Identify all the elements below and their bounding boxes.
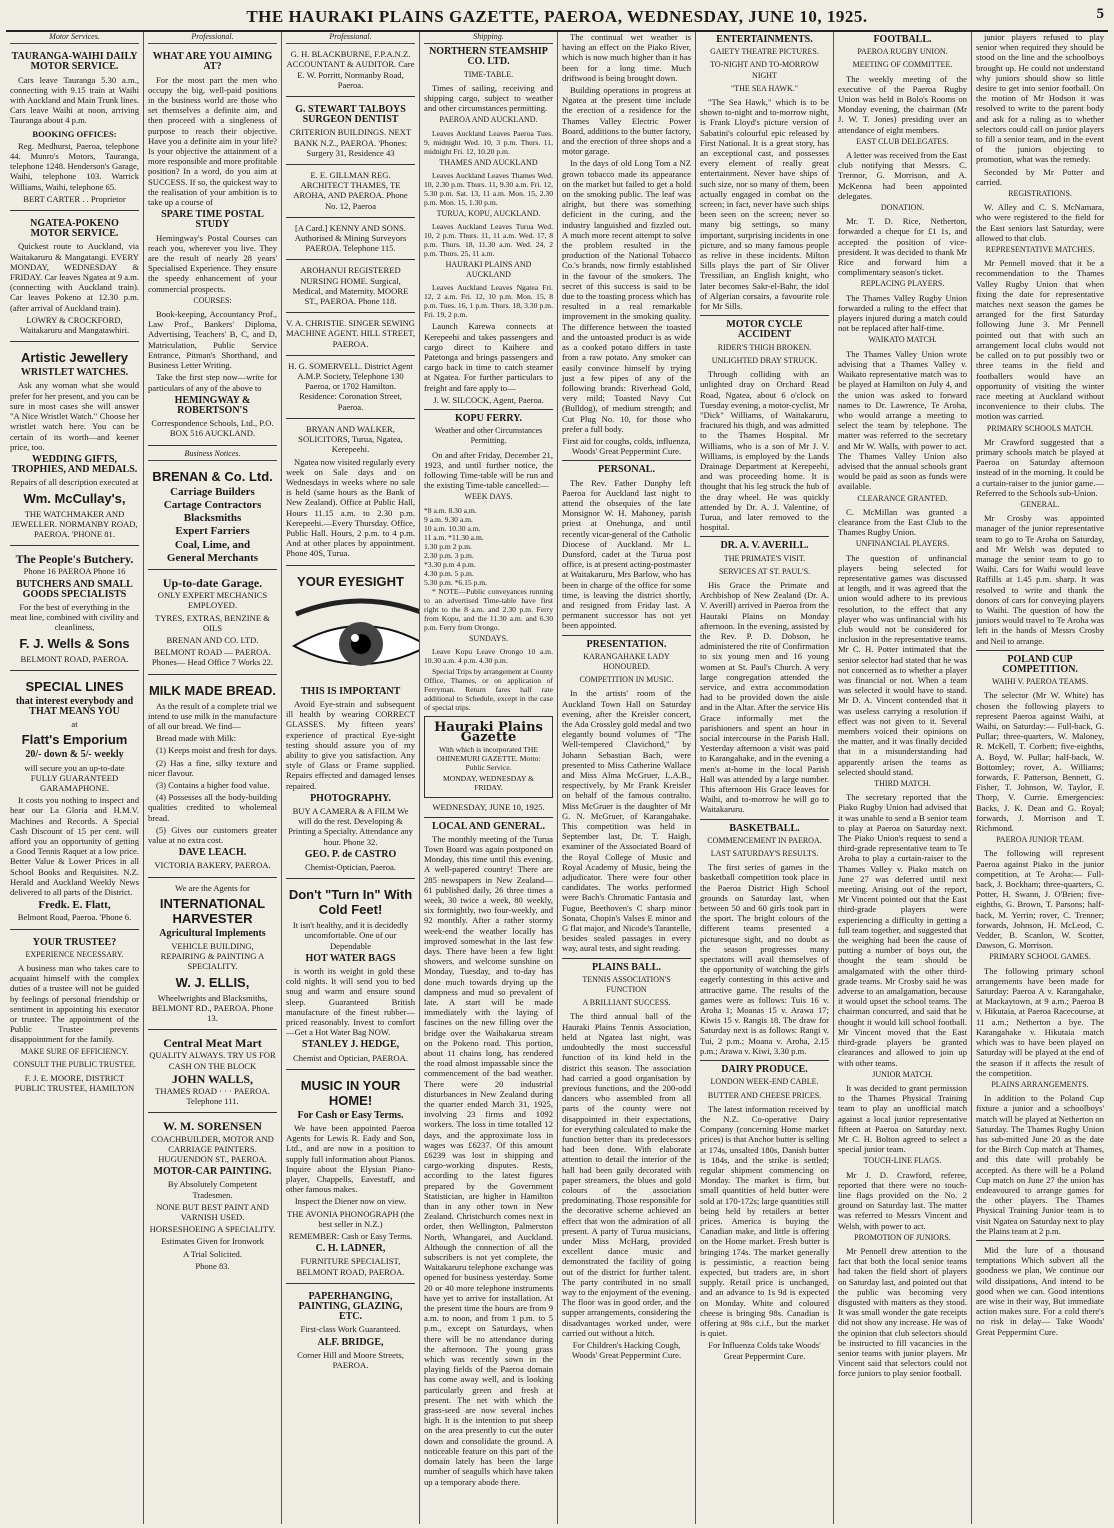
ad-proprietor: LOWRY & CROCKFORD, Waitakaruru and Mangatawhiri. (19, 314, 130, 336)
article-text: "The Sea Hawk," which is to be shown to-night and to-morrow night, is Frank Lloyd's picture version of Sabatini's colourful epic released by First National. It is a great story, has an exceptional cast, and possesses every element of really great entertainment. Never have ships of such size, nor so many of them, been actually engaged in combat on the screen; in fact, never have such ships been seen on the screen; never so many big settings, so many important, surprising incidents in one picture, and so many famous people as relive in these incidents. Milton Sills plays the part of Sir Oliver Tressilian, an English knight, who later becomes Sakr-el-Bahr, the idol of Algerian corsairs, a favourite role for Mr Sills. (700, 97, 829, 312)
ad-tauranga-waihi (10, 47, 139, 211)
article-heading: LOCAL AND GENERAL. (431, 820, 546, 832)
article-subheading: UNLIGHTED DRAY STRUCK. (711, 355, 818, 365)
timetable-text: Leaves Auckland Leaves Paeroa Tues. 9, midnight Wed. 10, 3 p.m. Thurs. 11, midnight Fri. 12, 10.20 p.m. (424, 128, 553, 156)
article-subheading: PROMOTION OF JUNIORS. (854, 1232, 951, 1242)
ad-title: W. M. SORENSEN (163, 1119, 262, 1134)
column-1 (6, 32, 144, 1524)
article-subheading: TO-NIGHT AND TO-MORROW NIGHT (710, 60, 819, 80)
ad-garage (148, 573, 277, 675)
divider (976, 1240, 1104, 1241)
ad-text: We have been appointed Paeroa Agents for Lewis R. Eady and Son, Ltd., and are now in a position to supply full information about Pianos. Inquire about the Elysian Piano-player, Chappells, Eavestaff, and other famous makes. (286, 1123, 415, 1195)
paper-title: Hauraki Plains Gazette (434, 719, 543, 746)
article-text: In addition to the Poland Cup fixture a junior and a schoolboys' match will be played at Netherton on Saturday. The Thames Rugby Union has sub-mitted June 20 as the date for the Birch Cup match at Thames, and this date will probably be accepted. As there will be a Poland Cup match on June 27 the union has endeavoured to arrange games for the other players. The Thames Physical Training Junior team is to visit Ngatea on Saturday next to play the Plains team at 2 p.m. (976, 1093, 1104, 1236)
article-text: Through colliding with an unlighted dray on Orchard Read Road, Ngatea, about 6 o'clock on Tuesday evening, a motor-cyclist, Mr "Dick" Williams, of Waitakaruru, fractured his thigh, and was admitted to the Thames Hospital. Mr Williams, who is a son of Mr J. V. Williams, is employed by the Lands Drainage Department at Kerepeehi, and was proceeding home. It is thought that his leg struck the hub of the dray wheel. He was quickly attended by Dr. A. J. Valentine, of Turua, and later removed to the hospital. (700, 369, 829, 533)
article-subheading: TOUCH-LINE FLAGS. (863, 1156, 942, 1166)
ad-title: Up-to-date Garage. (162, 575, 263, 590)
ad-subtitle: Agricultural Implements (159, 927, 266, 939)
section-label: Professional. (286, 32, 415, 44)
ad-signature: Fredk. E. Flatt, (38, 899, 111, 912)
eye-icon (286, 596, 420, 678)
article-text: The following primary school arrangements have been made for Saturday: Paeroa A v. Karangahake, at Mackaytown, at 9 a.m.; Paeroa B v. Hikutaia, at Paeroa Racecourse, at 11 a.m.; Netherton a bye. The Karangahake v. Hikutaia match which was to have been played on Saturday will be played at the end of the season if it affects the result of the competition. (976, 965, 1104, 1078)
article-subheading: HAURAKI PLAINS AND AUCKLAND (445, 260, 532, 280)
ad-name: STANLEY J. HEDGE, (301, 1039, 400, 1051)
divider (976, 650, 1104, 651)
timetable-text: Leave Kopu Leave Orongo 10 a.m. 10.30 a.m. 4 p.m. 4.30 p.m. (424, 646, 553, 665)
service-item: Coal, Lime, and (174, 538, 251, 551)
article-text: His Grace the Primate and Archbishop of New Zealand (Dr. A. V. Averill) arrived in Paeroa from the Hauraki Plains on Monday afternoon. In the evening, assisted by the Rev. P. D. Dobson, he administered the rite of Confirmation to six young men and 16 young women at St. Paul's Church. A very large congregation attended the service, and extra accommodation had to be provided down the aisle and in the Altar. After the service His Grace informally met the parishioners and spent an hour in social intercourse in the Parish Hall. Yesterday afternoon a visit was paid to Karangahake, and in the evening a men's at-home in the local Parish Hall was attended by a large number. This afternoon His Grace leaves for Waihi, and to-morrow he will go to Waitakaruru. (700, 579, 829, 815)
ad-address: Correspondence Schools, Ltd., P.O. BOX 516 AUCKLAND. (151, 418, 274, 439)
column-6 (696, 32, 834, 1524)
agent-signature: J. W. SILCOCK, Agent, Paeroa. (433, 394, 544, 405)
article-subheading: CLEARANCE GRANTED. (857, 493, 948, 503)
ad-name: HEMINGWAY & ROBERTSON'S (174, 394, 251, 416)
article-text: Mr Pennell moved that it be a recommendation to the Thames Valley Rugby Union that when fixing the date for representative matches next season the games be arranged for the first Saturday following June 3. Mr Pennell pointed out that with such an arrangement local clubs would not be called on to put possibly two or three teams in the field and footballers would have an opportunity of visiting the winter race meeting at Auckland without inconvenience to their clubs. The motion was carried. (976, 258, 1104, 422)
article-text: In the days of old Long Tom a NZ grown tobacco made its appearance on the market but failed to get a hold on the smoking public. The leaf was alright, but there was something deficient in the curing, and the industry languished and fizzled out. A much more recent attempt to solve the problem resulted in the production of the National Tobacco Co.'s brands, now firmly established in the favour of the smokers. The secret of this success is said to be due to the toasting process which has resulted in a real remarkable improvement in the smoking quality. The difference between the toasted and the untoasted product is as wide as a cooked potato differs in taste from a raw potato. Any smoker can easily convince himself by trying just a few pipes of any of the following brands: Riverhead Gold, very mild; Toasted Navy Cut (Bulldog), of medium strength; and Cut Plug No. 10, for those who prefer a full body. (562, 158, 691, 434)
column-7 (834, 32, 972, 1524)
divider (700, 819, 829, 820)
article-heading: KOPU FERRY. (454, 413, 523, 425)
ad-name: GEO. P. de CASTRO (304, 848, 397, 860)
ad-card (286, 47, 415, 97)
ad-text: ONLY EXPERT MECHANICS EMPLOYED. (157, 590, 268, 611)
article-subheading: GAIETY THEATRE PICTURES. (710, 47, 819, 57)
timetable-row: 2.30 p.m. 3 p.m. (424, 550, 474, 560)
ad-text: AROHANUI REGISTERED NURSING HOME. Surgical, Medical, and Maternity. MOORE ST., PAEROA. Phone 118. (292, 265, 409, 307)
list-item: (1) Keeps moist and fresh for days. (156, 745, 277, 756)
article-subheading: SERVICES AT ST. PAUL'S. (718, 566, 811, 576)
divider (700, 315, 829, 316)
ad-address: Corner Hill and Moore Streets, PAEROA. (297, 1349, 404, 1371)
article-text: C. McMillan was granted a clearance from the East Club to the Thames Rugby Union. (838, 506, 967, 538)
article-subheading: RIDER'S THIGH BROKEN. (717, 342, 812, 352)
article-subheading: A BRILLIANT SUCCESS. (582, 998, 671, 1008)
divider (424, 409, 553, 410)
ad-meat-mart (148, 1033, 277, 1113)
ad-public-trustee (10, 933, 139, 1100)
ad-card (286, 422, 415, 566)
ad-name: Flatt's Emporium (21, 732, 128, 748)
ad-card (286, 316, 415, 356)
ad-title: BRENAN & Co. Ltd. (152, 468, 273, 484)
ad-text: at (71, 719, 78, 730)
timetable (424, 506, 553, 587)
timetable-row: 4.30 p.m. 5 p.m. (424, 568, 474, 578)
article-subheading: Weather and other Circumstances Permitting. (434, 426, 543, 446)
article-subheading: PRIMARY SCHOOL GAMES. (989, 952, 1091, 962)
ad-text: We are the Agents for (175, 882, 250, 893)
ad-text: For the most part the men who occupy the big, well-paid positions in the business world are those who set themselves a definite aim, and then proceed with a singleness of purpose to reach their objective. Have you a definite aim in your life? Is your objective the attainment of a more responsible and more profitable position? In a word, do you aim at SUCCESS. If so, the quickest way to the realisation of your ambition is to take up a course of (148, 74, 277, 208)
ad-address: Belmont Road, Paeroa. 'Phone 6. (17, 912, 132, 923)
ad-bakery (148, 678, 277, 878)
timetable-row: *3.30 p.m 4 p.m. (424, 559, 476, 569)
article-subheading: REGISTRATIONS. (1008, 189, 1072, 199)
ad-subtitle: COURSES: (193, 295, 232, 305)
ad-ellis (148, 881, 277, 1031)
ad-subtitle: MOTOR-CAR PAINTING. (153, 1166, 272, 1178)
paper-days: MONDAY, WEDNESDAY & FRIDAY. (442, 774, 535, 793)
column-4 (420, 32, 558, 1524)
ad-text: is worth its weight in gold these cold nights. It will send you to bed snug and warm and ensure sound sleep. Guaranteed British manufacture of the finest rubber—priced reasonably. Invest to comfort—Get a Hot Water Bag NOW. (286, 966, 415, 1038)
ad-ngatea-pokeno (10, 214, 139, 342)
article-text: Mr J. D. Crawford, referee, reported that there were no touch-line flags provided on the No. 2 ground on Saturday last. The matter was referred to Messrs Vincent and Welsh, with power to act. (838, 1169, 967, 1231)
service-item: Carriage Builders (170, 485, 255, 498)
ad-subtitle: For Cash or Easy Terms. (297, 1109, 404, 1121)
ad-text: First-class Work Guaranteed. (300, 1324, 401, 1335)
ad-title: MUSIC IN YOUR HOME! (300, 1077, 401, 1108)
ad-subtitle: CONSULT THE PUBLIC TRUSTEE. (13, 1059, 136, 1069)
ad-text: V. A. CHRISTIE. SINGER SEWING MACHINE AGENT. HILL STREET, PAEROA. (286, 318, 415, 349)
ad-address: Wheelwrights and Blacksmiths, BELMONT RD., PAEROA. Phone 13. (151, 992, 274, 1024)
ad-name: C. H. LADNER, (315, 1243, 386, 1255)
timetable-row: 11 a.m. *11.30 a.m. (424, 532, 484, 542)
ad-address: Chemist and Optician, PAEROA. (293, 1052, 408, 1063)
ad-subtitle: BOOKING OFFICES: (32, 128, 117, 139)
ad-name: Wm. McCullay's, (23, 490, 126, 506)
ad-subtitle: HOT WATER BAGS (305, 952, 396, 964)
article-text: The continual wet weather is having an effect on the Piako River, which is now much higher than it has been for a long time. Much driftwood is being brought down. (562, 32, 691, 83)
ad-address: VICTORIA BAKERY, PAEROA. (154, 860, 271, 871)
article-text: Mr Crawford suggested that a primary schools match be played at Paeroa on Saturday afternoon instead of in the morning. It could be a curtain-raiser to the junior game.—Referred to the Schools sub-Union. (976, 436, 1104, 498)
ad-text: Estimates Given for Ironwork (161, 1236, 264, 1247)
ad-title: WHAT ARE YOU AIMING AT? (152, 51, 273, 73)
ad-address: THAMES ROAD · · · PAEROA. Telephone 111. (155, 1086, 270, 1107)
article-subheading: TENNIS ASSOCIATION'S FUNCTION (582, 974, 671, 995)
ad-offer: 20/- down & 5/- weekly (25, 749, 124, 761)
ad-butchery (10, 549, 139, 671)
article-text: The question of unfinancial players being selected for representative games was discussed at length, and it was agreed that the union would adhere to its previous resolution, to the effect that any player who was unfinancial with his club would not be considered for inclusion in the representative teams. Mr C. H. Potter intimated that the senior selector had stated that he was not concerned as to whether a player was financial or not. When a team was selected it would have to stand. Mr D. A. Vincent contended that it was useless carrying a resolution if effect was not given to it. Several members voiced their opinions on the matter, and it was finally decided that in a misunderstanding had apparently arisen the teams as selected should stand. (838, 552, 967, 777)
ad-title: INTERNATIONAL HARVESTER (159, 895, 266, 926)
article-text: Times of sailing, receiving and shipping cargo, subject to weather and other circumstances permitting. (424, 82, 553, 114)
divider (700, 1060, 829, 1061)
article-text: The following will represent Paeroa against Piako in the junior competition, at Te Aroha:— Full-back, J. Bockham; three-quarters, C. Potter, H. Swann, J. O'Brien; five-eighths, G. Brown, T. Parsons; half-back, M. Yerrin; rover, C. Trenner; forwards, Johnson, H. McLeod, C. Vedder, B. Scanlon, W. Scotter, Dawson, G. Morrison. (976, 848, 1104, 951)
ad-paperhanging (286, 1287, 415, 1376)
page-number: 5 (1096, 6, 1104, 22)
masthead (6, 4, 1108, 32)
advert-line: First aid for coughs, colds, influenza, Woods' Great Peppermint Cure. (562, 435, 691, 457)
article-text: In the artists' room of the Auckland Town Hall on Saturday evening, after the Kreisler concert, the Ada Crossley gold medal and two elegantly bound volumes of "The Well-tempered Clavichord," by Johann Sebastian Bach, were presented to Miss Catherine Wallace and Miss Alma McGruer, L.A.B., respectively, by Mr Frank Kreisler on behalf of the famous contralto. Miss McGruer is the daughter of Mr G. N. McGruer, of Karangahake. This competition was held in September last, Dr. T. Haigh, examiner of the Associated Board of the Royal College of Music and Royal Academy of Music, being the adjudicator. There were four other candidates. The works performed were Bach's Chromatic Fantasia and Fugue, Beethoven's C sharp minor Sonata, Chopin's Valses E minor and G flat major, and Nicode's Tarantelle, besides sealed passages in every way, aural tests, and sight reading. (562, 688, 691, 954)
ad-text: [A Card.] KENNY AND SONS. Authorised & Mining Surveyors PAEROA. Telephone 115. (294, 222, 407, 254)
column-2 (144, 32, 282, 1524)
article-subheading: EAST CLUB DELEGATES. (856, 136, 949, 146)
ad-card (286, 168, 415, 218)
article-subheading: MEETING OF COMMITTEE. (852, 60, 953, 70)
ad-text: TYRES, EXTRAS, BENZINE & OILS (155, 612, 270, 633)
ad-text: VEHICLE BUILDING, REPAIRING & PAINTING A SPECIALITY. (160, 941, 265, 972)
article-subheading: JUNIOR MATCH. (872, 1069, 933, 1079)
ad-name: BRENAN AND CO. LTD. (166, 634, 259, 645)
timetable-row: 1.30 p.m 2 p.m. (424, 541, 472, 551)
article-text: The weekly meeting of the executive of the Paeroa Rugby Union was held in Bolo's Rooms on Monday evening, the chairman (Mr J. W. T. Jones) presiding over an attendance of eight members. (838, 73, 967, 135)
ad-card (286, 221, 415, 261)
ad-address: BELMONT ROAD — PAEROA. Phones— Head Office 7 Works 22. (151, 647, 274, 668)
article-subheading: THIRD MATCH. (874, 779, 931, 789)
article-subheading: WAIHI V. PAEROA TEAMS. (992, 677, 1088, 687)
ad-brenan (148, 464, 277, 570)
ad-hot-water-bags (286, 882, 415, 1070)
ad-title: Central Meat Mart (163, 1036, 262, 1051)
ad-title: YOUR TRUSTEE? (32, 936, 117, 948)
ad-text: Reg. Medhurst, Paeroa, telephone 44. Munro's Motors, Tauranga, telephone 1248. Henderson's Garage, Waihi, telephone 103. Warrick Williams, Waihi, telephone 65. (10, 140, 139, 192)
masthead-title: THE HAURAKI PLAINS GAZETTE, PAEROA, WEDNESDAY, JUNE 10, 1925. (246, 7, 868, 26)
section-label: Shipping. (424, 32, 553, 44)
service-item: Blacksmiths (183, 512, 242, 525)
ad-text: Inspect the Diener now on view. (294, 1196, 407, 1207)
article-subheading: TURUA, KOPU, AUCKLAND. (436, 208, 541, 218)
article-subheading: TIME-TABLE. (463, 69, 514, 79)
article-text: Special Trips by arrangement at County Office, Thames, or on application of Ferryman. Return fares half rate additional to Schedule, except in the case of special trips. (424, 666, 553, 712)
list-item: (2) Has a fine, silky texture and nicer flavour. (148, 757, 277, 778)
article-subheading: LONDON WEEK-END CABLE. (710, 1077, 819, 1087)
ad-address: THE WATCHMAKER AND JEWELLER. NORMANBY ROAD, PAEROA. 'PHONE 81. (11, 508, 138, 539)
ad-text: will secure you an up-to-date FULLY GUARANTEED GARAMAPHONE. (24, 762, 125, 793)
article-heading: PLAINS BALL. (592, 961, 661, 973)
ad-text: It isn't healthy, and it is decidedly uncomfortable. One of our Dependable (292, 920, 409, 951)
article-subheading: COMPETITION IN MUSIC. (579, 675, 674, 685)
ad-name: F. J. Wells & Sons (19, 635, 130, 651)
article-text: Mr. T. D. Rice, Netherton, forwarded a cheque for £1 1s, and accepted the position of vice-president. It was decided to thank Mr Rice and forward him a complimentary season's ticket. (838, 216, 967, 278)
ad-text: REMEMBER: Cash or Easy Terms. (288, 1231, 413, 1242)
ad-text: Book-keeping, Accountancy Prof., Law Prof., Bankers' Diploma, Advertising, Teachers' B, C, and D, Matriculation, Public Service Entrance, Pitman's Shorthand, and Business Letter Writing. (148, 309, 277, 371)
article-text: junior players refused to play senior when required they should be stood on the line and the schoolboys brought up. He could not understand why juniors should show so little desire to get into senior football. On the motion of Mr Hodson it was resolved to write to the parent body and ask for a ruling as to whether selectors could call on junior players to fill a senior team, and in the event of the juniors objecting to promotion, what was the remedy. (976, 32, 1104, 165)
section-label: Motor Services. (10, 32, 139, 44)
ad-subtitle: WRISTLET WATCHES. (20, 367, 129, 379)
ad-address: FURNITURE SPECIALIST, BELMONT ROAD, PAEROA. (296, 1256, 405, 1277)
ad-text: THE AVONIA PHONOGRAPH (the best seller in N.Z.) (286, 1208, 415, 1229)
article-subheading: WEEK DAYS. (464, 492, 513, 502)
article-text: The secretary reported that the Piako Rugby Union had advised that it was unable to send a B senior team to play at Paeroa on Saturday next. The Piako Union's request to send a third-grade representative team to Te Aroha to play a curtain-raiser to the Thames Valley v. Piako match on June 27 was deferred until next meeting. Arising out of the report, Mr Vincent pointed out that the East third-grade players were experiencing a difficulty in getting a full team together, and suggested that the weighing had been the cause of putting a number of boys out, the thought the team should be amalgamated with the other third-grade teams. Mr Crosby said he was adverse to an amalgamation, because it would upset the school teams. The chairman concurred, and said that he thought it would kill school football. Mr Vincent moved that the East third-grade players be granted clearances and allowed to join up with other teams. (838, 792, 967, 1068)
article-heading: NORTHERN STEAMSHIP CO. LTD. (429, 46, 548, 68)
ad-subtitle: SPARE TIME POSTAL STUDY (161, 209, 264, 231)
ad-card (286, 359, 415, 419)
timetable-text: Leaves Auckland Leaves Ngatea Fri. 12, 2 a.m. Fri. 12, 10 p.m. Mon. 15, 8 p.m. Tues. 16, 1 p.m. Thurs. 18, 3.30 p.m. Fri. 19, 2 p.m. (424, 283, 553, 320)
article-heading: PERSONAL. (598, 464, 655, 476)
article-heading: MOTOR CYCLE ACCIDENT (726, 319, 803, 341)
verse-advert: Mid the lure of a thousand temptations Which subvert all the goodness we plan, We continue our wild dissipations, And intend to be good when we can. Good intentions are wise in their way, But immediate action makes sure. For a cold there's no risk in delay— Take Woods' Great Peppermint Cure. (976, 1244, 1104, 1337)
ad-text: BUY A CAMERA & A FILM We will do the rest. Developing & Printing a Specialty. Attendance any hour. Phone 32. (288, 805, 413, 847)
divider (562, 958, 691, 959)
article-text: The Thames Valley Union wrote advising that a Thames Valley v. Waikato representative match was to be played at Hamilton on July 4, and the union was asked to forward names to Dr. Lawrence, Te Aroha, who would arrange a meeting to select the team by telephone. The matter was referred to the secretary and Mr W. Walls, with power to act. The Thames Valley Union also advised that the annual schools grant would be paid as soon as funds were available. (838, 348, 967, 492)
article-subheading: COMMENCEMENT IN PAEROA. (707, 835, 822, 845)
ad-jewellery (10, 345, 139, 546)
article-heading: DAIRY PRODUCE. (721, 1064, 808, 1076)
timetable-row: 10 a.m. 10.30 a.m. (424, 523, 481, 533)
article-text: W. Alley and C. S. McNamara, who were registered to the field for the East seniors last Saturday, were allowed to that club. (976, 202, 1104, 243)
ad-subtitle: BUTCHERS AND SMALL GOODS SPECIALISTS (16, 578, 133, 600)
ad-phone: Phone 83. (195, 1260, 230, 1271)
article-subheading: PAEROA AND AUCKLAND. (439, 115, 538, 125)
article-subheading: "THE SEA HAWK." (731, 83, 798, 93)
ad-title: Artistic Jewellery (21, 350, 128, 366)
ad-title: SPECIAL LINES (25, 678, 124, 694)
timetable-text: Leaves Auckland Leaves Thames Wed. 10, 2.30 p.m. Thurs. 11, 9.30 a.m. Fri. 12, 5.30 p.m. Sat. 13, 11 a.m. Mon. 15, 2.30 p.m. Mon. 15, 1.30 p.m. (424, 170, 553, 207)
ad-text: G. H. BLACKBURNE, F.P.A.N.Z. ACCOUNTANT & AUDITOR. Care E. W. Porritt, Normanby Road, Paeroa. (286, 49, 415, 90)
ad-text: Take the first step now—write for particulars of any of the above to (148, 372, 277, 393)
ad-text: As the result of a complete trial we intend to use milk in the manufacture of all our bread. We find— (148, 700, 277, 731)
article-text: Seconded by Mr Potter and carried. (976, 166, 1104, 187)
ad-card (286, 100, 415, 165)
newspaper-columns (6, 32, 1108, 1524)
ad-name: W. J. ELLIS, (175, 974, 250, 990)
article-text: The Rev. Father Dunphy left Paeroa for Auckland last night to attend the obsequies of the late Monsignor W. H. Mahoney, parish priest at Onehunga, and until recently vicar-general of the Catholic Diocese of Auckland. Mr L. Dunsford, cadet at the Turua post office, is at present acting-postmaster at Waitakaruru, Mrs Barlow, who has been in charge of the office for some time, is leaving the district shortly, and resigned from Friday last. A permanent successor has not yet been appointed. (562, 477, 691, 631)
article-text: * NOTE—Public conveyances running to an advertised Time-table have first right to the 8 a.m. and 2.30 p.m. Ferry from Kopu, and the 11.30 a.m. and 6.30 p.m. Ferry from Orongo. (424, 586, 553, 632)
ad-text: For the best of everything in the meat line, combined with civility and cleanliness, (10, 601, 139, 633)
divider (562, 635, 691, 636)
article-heading: PRESENTATION. (586, 638, 667, 650)
ad-text: CRITERION BUILDINGS. NEXT BANK N.Z., PAEROA. 'Phones: Surgery 31, Residence 43 (289, 127, 412, 158)
ad-text: Repairs of all description executed at (10, 477, 139, 488)
article-subheading: THE PRIMATE'S VISIT. (723, 553, 806, 563)
ad-title: NGATEA-POKENO MOTOR SERVICE. (30, 218, 119, 240)
ad-text: Hemingway's Postal Courses can reach you, wherever you live. They are the result of nearly 28 years' Specialised Experience. They ensure the speedy enhancement of your commercial prospects. (148, 232, 277, 294)
divider (424, 817, 553, 818)
ad-subtitle: MAKE SURE OF EFFICIENCY. (20, 1046, 129, 1056)
article-subheading: DONATION. (880, 203, 925, 213)
ad-text: H. G. SOMERVELL. District Agent A.M.P. Society, Telephone 130 Paeroa, or 1702 Hamilton. Residence: Coronation Street, Paeroa. (288, 360, 413, 412)
article-heading: DR. A. V. AVERILL. (720, 540, 809, 552)
article-text: Building operations in progress at Ngatea at the present time include the erection of a residence for the Thames Valley Electric Power Board, additions to the butter factory, and the erection of three shops and a motor garage. (562, 85, 691, 157)
ad-title: BRYAN AND WALKER, SOLICITORS, Turua, Ngatea, Kerepeehi. (298, 423, 403, 455)
divider (562, 460, 691, 461)
ad-title: The People's Butchery. (15, 552, 134, 567)
article-subheading: PLAINS ARRANGEMENTS. (991, 1079, 1089, 1089)
list-item: (4) Possesses all the body-building qualities credited to wholemeal bread. (148, 792, 277, 823)
ad-text: Cars leave Tauranga 5.30 a.m., connecting with 9.15 train at Waihi with Auckland and Main Trunk lines. Cars leave Waihi at noon, arriving Tauranga about 4 p.m. (10, 74, 139, 126)
service-item: Expert Farriers (175, 525, 250, 538)
ad-phone: Phone 16 PAEROA Phone 16 (23, 566, 126, 577)
ad-text: By Absolutely Competent Tradesmen. (167, 1179, 258, 1200)
article-text: The Thames Valley Rugby Union forwarded a ruling to the effect that players injured during a match could not be replaced after half-time. (838, 292, 967, 334)
ad-hemingway (148, 47, 277, 445)
ad-sorensen (148, 1116, 277, 1277)
ad-text: COACHBUILDER, MOTOR AND CARRIAGE PAINTERS. HUGUENDON ST., PAEROA. (151, 1133, 274, 1165)
article-heading: BASKETBALL. (729, 822, 800, 834)
article-subheading: UNFINANCIAL PLAYERS. (855, 539, 950, 549)
article-subheading: PRIMARY SCHOOLS MATCH. (986, 423, 1094, 433)
article-text: The selector (Mr W. White) has chosen the following players to represent Paeroa against Waihi, at Waihi, on Saturday:— Full-back, G. Pullar; three-quarters, W. Maloney, R. McKell, T. Corbett; five-eighths, A. Boyd, W. Pullar; half-back, W. Bottomley; rover, A. Williams; forwards, F. Patterson, Bennett, G. Fisher, T. Johnson, W. Taylor, F. Thorp, V. Currie. Emergencies: Backs, J. K. Dean and G. Royal; forwards, J. Morrison and T. Richmond. (976, 690, 1104, 834)
ad-text: QUALITY ALWAYS. TRY US FOR CASH ON THE BLOCK (149, 1050, 276, 1071)
advert-line: For Influenza Colds take Woods' Great Peppermint Cure. (708, 1340, 821, 1361)
ad-text: Ngatea now visited regularly every week on Sale days and on Wednesdays in weeks where no sale is held (same hours as the Bank of New Zealand). Office at Public Hall, Hours 11.15 a.m. to 2.30 p.m. Kerepeehi.—Every Thursday. Office, Public Hall. Hours, 2 p.m. to 4 p.m. And at other places by appointment. Phone 40S, Turua. (286, 456, 415, 559)
article-subheading: KARANGAHAKE LADY HONOURED. (583, 651, 670, 671)
article-text: On and after Friday, December 21, 1923, and until further notice, the following Time-table will be run and the existing Time-table cancelled:— (424, 449, 553, 491)
section-label: Professional. (148, 32, 277, 44)
list-item: (3) Contains a higher food value. (156, 779, 270, 790)
article-subheading: WAIKATO MATCH. (868, 335, 937, 345)
ad-music (286, 1073, 415, 1284)
ad-name: DAVE LEACH. (178, 847, 247, 859)
article-heading: POLAND CUP COMPETITION. (1002, 653, 1078, 675)
ad-card (286, 263, 415, 313)
ad-flatts (10, 674, 139, 930)
ad-title: YOUR EYESIGHT (297, 573, 404, 589)
article-subheading: THAMES AND AUCKLAND (439, 157, 538, 167)
ad-signature: F. J. E. MOORE, DISTRICT PUBLIC TRUSTEE, HAMILTON (14, 1073, 135, 1094)
ad-subtitle: THIS IS IMPORTANT (300, 685, 401, 697)
service-item: General Merchants (166, 551, 259, 564)
article-text: The third annual ball of the Hauraki Plains Tennis Association, held at Ngatea last night, was undoubtedly the most successful function of its kind held in the district this season. The association had carried a good organisation by previous functions, and the 200-odd dancers who assembled from all parts of the county were not disappointed in their expectations, for everything calculated to make the function better than its predecessors had been done. With elaborate attention to detail the interior of the hall had been gaily decorated with paper streamers, the blues and gold colours of the association predominating. Those responsible for the decorative scheme achieved an effect that won the admiration of all present. A party of Turua musicians, under Miss McHarg, provided excellent dance music and demonstrated the facility of going out of the district for further talent. The party contributed in no small way to the enjoyment of the evening. The floor was in good order, and the supper arrangements, considering the disadvantages worked under, were carried out without a hitch. (562, 1011, 691, 1338)
list-item: (5) Gives our customers greater value at no extra cost. (148, 824, 277, 845)
ad-text: A business man who takes care to acquaint himself with the complex duties of a trustee will not be guided by feelings of personal friendship or sentiment in appointing his executor or trustee. The appointment of the Public Trustee prevents disappointment for the family. (10, 963, 139, 1045)
ad-text: HORSESHOEING A SPECIALITY. (149, 1224, 276, 1235)
ad-title: G. STEWART TALBOYS SURGEON DENTIST (295, 104, 406, 126)
column-8 (972, 32, 1108, 1524)
ad-text: Ask any woman what she would prefer for her present, and you can be sure in most cases she will answer "A Nice Wristlet Watch." Choose her wristlet watch here. You can be certain of its worth—and keener price, too. (10, 380, 139, 452)
article-subheading: BUTTER AND CHEESE PRICES. (707, 1090, 822, 1100)
ad-address: BELMONT ROAD, PAEROA. (20, 653, 129, 664)
ad-text: E. E. GILLMAN REG. ARCHITECT THAMES, TE AROHA, AND PAEROA. Phone No. 12, Paeroa (293, 170, 408, 211)
article-text: The monthly meeting of the Turua Town Board was again postponed on Monday, this time until this evening. A well-papered country! There are 285 newspapers in New Zealand—61 published daily, 26 three times a week, 30 twice a week, 80 weekly, six fortnightly, two four-weekly, and 92 monthly. After a rather stormy week-end the weather locally has improved somewhat in the last few days. There have been a few light showers, and welcome sunshine on Monday, Tuesday, and to-day has done much towards drying up the dampness and mud so prevalent of late. A start will be made immediately with the laying of fascines on the new filling over the bridge over the Waihakarua stream on the Pokeno road. This portion, about 11 chains long, has rendered the road almost impassable since the commencement of the bad weather. There were 20 industrial disturbances in New Zealand during the quarter ended March 31, 1925, involving 23 firms and 1092 workers. The loss in time totalled 12 days, and the approximate loss in wages was £6237. Of this amount £6239 was lost in shipping and cargo-working disputes. Rests, according to the latest figures prepared by the Government Statistician, are higher in Hamilton than in any other town in New Zealand. Christchurch comes next in order, then Wellington, Palmerston North, Whangarei, and Auckland. Although the connection of all the subscribers is not yet complete, the Waitakaruru telephone exchange was opened for business yesterday. Some 20 or 40 more telephone instruments have yet to arrive for installation. At the present time the hours are from 9 a.m. to noon, and from 1 p.m. to 5 p.m., except on Saturdays, when there will be no attendance during the afternoon. The young grass which was recently sown in the playing fields of the Paeroa domain has come away well, and is looking particularly green and fresh at present. The net with which the grass-seed are now several inches high. It is the intention to put sheep on the area presently to cut the outer down and consolidate the ground. A noticeable feature on this part of the domain lately has been the large number of seagulls which have taken up a temporary abode there. (424, 833, 553, 1487)
ad-text: It costs you nothing to inspect and hear our La Gloria and H.M.V. Machines and Records. A Special Cash Discount of 15 per cent. will afford you an opportunity of getting a Good Tennis Raquet at a low price. Better Value & Lower Prices in all School Books and Requisites. N.Z. Herald and Auckland Weekly News delivered to all parts of the District. (10, 795, 139, 897)
article-text: A letter was received from the East club notifying that Messrs. C. Trennor, G. Morrison, and A. McKenna had been appointed delegates. (838, 150, 967, 201)
ad-subtitle: that interest everybody and THAT MEANS YOU (15, 695, 134, 717)
article-subheading: SUNDAYS. (468, 633, 509, 643)
ad-text: A Trial Solicited. (183, 1248, 242, 1259)
ad-text: NONE BUT BEST PAINT AND VARNISH USED. (156, 1201, 269, 1223)
ad-title: Don't "Turn In" With Cold Feet! (288, 887, 413, 918)
dateline: WEDNESDAY, JUNE 10, 1925. (432, 802, 545, 813)
ad-address: Chemist-Optician, Paeroa. (305, 861, 396, 872)
ad-text: Avoid Eye-strain and subsequent ill health by wearing CORRECT GLASSES. My fifteen years' experience of practical Eye-sight testing should assure you of my ability to give you satisfaction. Any style of Glass or Frame supplied. Repairs effected and damaged lenses repaired. (286, 698, 415, 791)
ad-name: ALF. BRIDGE, (317, 1336, 384, 1348)
ad-subtitle: EXPERIENCE NECESSARY. (25, 949, 124, 959)
ad-service-list (148, 487, 277, 563)
article-subheading: GENERAL. (1020, 499, 1060, 509)
advert-line: For Children's Hacking Cough, Woods' Great Peppermint Cure. (571, 1339, 682, 1361)
article-text: Mr Crosby was appointed manager of the junior representative team to go to Te Aroha on Saturday, and Mr Welsh was deputed to manage the senior team to go to Waihi. Cars for Waihi would leave Raffills at 1.45 p.m. sharp. It was resolved to write and thank the donors of cars for conveying players to Waihi. The question of how the juniors would travel to Te Aroha was left in the hands of Messrs Crosby and Neil to arrange. (976, 513, 1104, 646)
ad-text: Quickest route to Auckland, via Waitakaruru & Mangatangi. EVERY MONDAY, WEDNESDAY & FRIDAY. Car leaves Ngatea at 9 a.m. (connecting with Auckland train). Car leaves Pokeno at 12.30 p.m. (after arrival of Auckland train). (10, 241, 139, 313)
ad-proprietor: BERT CARTER . . Proprietor (23, 193, 126, 204)
article-subheading: PAEROA RUGBY UNION. (857, 47, 948, 57)
timetable-text: Leaves Auckland Leaves Turua Wed. 10, 2 p.m. Thurs. 11, 11 a.m. Wed. 17, 8 p.m. Thurs. 18, 11.30 a.m. Wed. 24, 2 p.m. Thurs. 25, 11 a.m. (424, 222, 553, 259)
divider (700, 536, 829, 537)
ad-text: Bread made with Milk: (156, 733, 236, 744)
article-text: The first series of games in the basketball competition took place in the Paeroa District High School grounds on Saturday last, when between 50 and 60 girls took part in the sport. The bright colours of the different teams presented a picturesque sight, and no doubt as the season progresses many spectators will avail themselves of the opportunity of watching the girls eagerly contesting in this active and attractive game. The results of the games were as follows: Tuis 16 v. Aroha 1; Moanas 15 v. Arawa 17; Kiwis 15 v. Rangis 18. The draw for Saturday next is as follows: Rangi v. Tui, 2 p.m.; Moana v. Aroha, 2.15 p.m.; Arawa v. Kiwi, 3.30 p.m. (700, 862, 829, 1056)
article-text: The latest information received by the N.Z. Co-operative Dairy Company (concerning Home market prices) is that Anchor butter is selling at 174s, unsalted 180s, Danish butter is 184s, and the strike is settled; regular shipment commencing on Monday. The market is firm, but small quantities of held butter were sold at 170-172s; large quantities still being held by retailers at better prices. America is buying the Canadian make, and little is offering on the Home market. Fresh butter is bringing 174s. The market generally is pessimistic, a reaction being expected, but traders are, in short supply. Retail price is unchanged, and an advance to 1s 9d is expected on Monday. White and coloured cheese is bringing 98s. Canadian is offering at 98s c.i.f., but the market is quiet. (700, 1103, 829, 1339)
timetable-row: 5.30 p.m. *6.15 p.m. (424, 577, 488, 587)
ad-eyesight (286, 569, 415, 880)
ad-subtitle: WEDDING GIFTS, TROPHIES, AND MEDALS. (11, 453, 138, 476)
paper-nameplate (424, 716, 553, 798)
article-subheading: REPRESENTATIVE MATCHES. (985, 245, 1095, 255)
article-heading: FOOTBALL. (873, 34, 932, 45)
ad-subtitle: PHOTOGRAPHY. (310, 792, 391, 804)
article-text: It was decided to grant permission to the Thames Physical Training team to play an unofficial match against a local junior representative fifteen at Paeroa on Saturday next. Mr C. H. Bolton agreed to select a special junior team. (838, 1082, 967, 1155)
article-text: Mr Pennell drew attention to the fact that both the local senior teams had taken the field short of players on Saturday last, and pointed out that the public was becoming very disgusted with matters as they stood. It was small wonder the gate receipts did not show any increase. He was of the opinion that club selectors should be instructed to fill vacancies in the senior teams with junior players. Mr Vincent said that selectors could not force juniors to play senior football. (838, 1245, 967, 1379)
article-subheading: PAEROA JUNIOR TEAM. (996, 835, 1084, 845)
article-text: Launch Karewa connects at Kerepeehi and takes passengers and cargo direct to Kaihere and Patetonga and brings passengers and cargo back in time to catch steamer at Ngatea. For further particulars to freight and fare apply to— (424, 321, 553, 393)
ad-name: JOHN WALLS, (171, 1071, 254, 1086)
service-item: Cartage Contractors (163, 498, 262, 511)
column-3 (282, 32, 420, 1524)
paper-subtitle: With which is incorporated THE OHINEMURI GAZETTE. Motto: Public Service. (436, 745, 541, 773)
article-subheading: LAST SATURDAY'S RESULTS. (710, 849, 819, 859)
column-5 (558, 32, 696, 1524)
section-label: Business Notices. (148, 449, 277, 461)
timetable-row: 9 a.m. 9.30 a.m. (424, 514, 473, 524)
ad-title: MILK MADE BREAD. (148, 682, 277, 698)
article-heading: ENTERTAINMENTS. (716, 34, 813, 45)
ad-title: TAURANGA-WAIHI DAILY MOTOR SERVICE. (11, 51, 138, 73)
article-subheading: REPLACING PLAYERS. (860, 279, 945, 289)
timetable-row: *8 a.m. 8.30 a.m. (424, 505, 477, 515)
ad-title: PAPERHANGING, PAINTING, GLAZING, ETC. (298, 1290, 403, 1323)
